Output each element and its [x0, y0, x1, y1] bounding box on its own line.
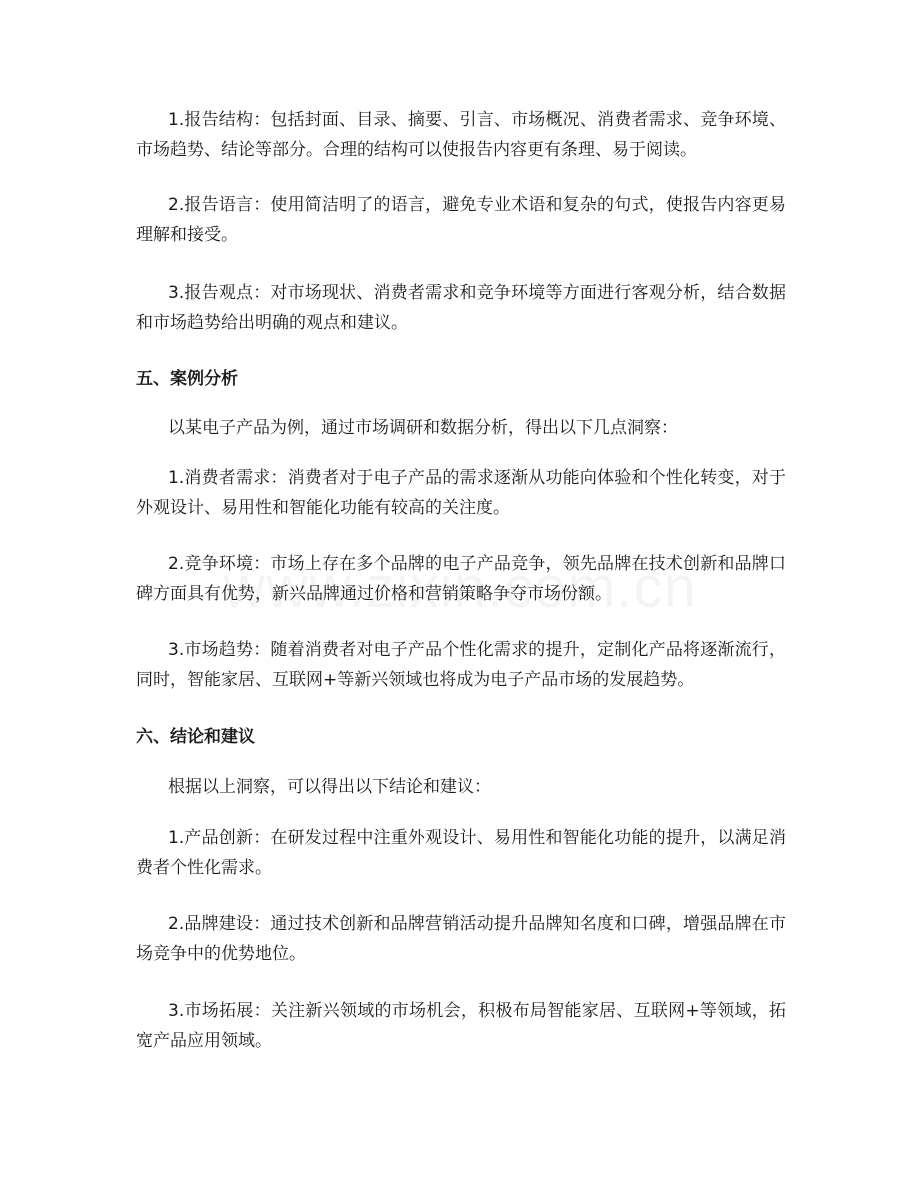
report-language-paragraph: 2.报告语言：使用简洁明了的语言，避免专业术语和复杂的句式，使报告内容更易理解和接受。: [136, 195, 786, 245]
product-innovation-paragraph: 1.产品创新：在研发过程中注重外观设计、易用性和智能化功能的提升，以满足消费者个性化需求。: [136, 828, 786, 878]
section-heading-case-analysis: 五、案例分析: [136, 369, 238, 389]
market-trend-paragraph: 3.市场趋势：随着消费者对电子产品个性化需求的提升，定制化产品将逐渐流行，同时，智能家居、互联网+等新兴领域也将成为电子产品市场的发展趋势。: [136, 640, 786, 690]
market-expansion-paragraph: 3.市场拓展：关注新兴领域的市场机会，积极布局智能家居、互联网+等领域，拓宽产品应用领域。: [136, 1001, 786, 1051]
section-heading-conclusions: 六、结论和建议: [136, 727, 255, 747]
report-viewpoint-paragraph: 3.报告观点：对市场现状、消费者需求和竞争环境等方面进行客观分析，结合数据和市场趋势给出明确的观点和建议。: [136, 283, 786, 333]
case-analysis-intro: 以某电子产品为例，通过市场调研和数据分析，得出以下几点洞察：: [168, 418, 678, 438]
conclusions-intro: 根据以上洞察，可以得出以下结论和建议：: [168, 777, 491, 797]
brand-building-paragraph: 2.品牌建设：通过技术创新和品牌营销活动提升品牌知名度和口碑，增强品牌在市场竞争中的优势地位。: [136, 914, 786, 964]
consumer-demand-paragraph: 1.消费者需求：消费者对于电子产品的需求逐渐从功能向体验和个性化转变，对于外观设计、易用性和智能化功能有较高的关注度。: [136, 468, 786, 518]
report-structure-paragraph: 1.报告结构：包括封面、目录、摘要、引言、市场概况、消费者需求、竞争环境、市场趋势、结论等部分。合理的结构可以使报告内容更有条理、易于阅读。: [136, 110, 786, 160]
competition-paragraph: 2.竞争环境：市场上存在多个品牌的电子产品竞争，领先品牌在技术创新和品牌口碑方面具有优势，新兴品牌通过价格和营销策略争夺市场份额。: [136, 554, 786, 604]
